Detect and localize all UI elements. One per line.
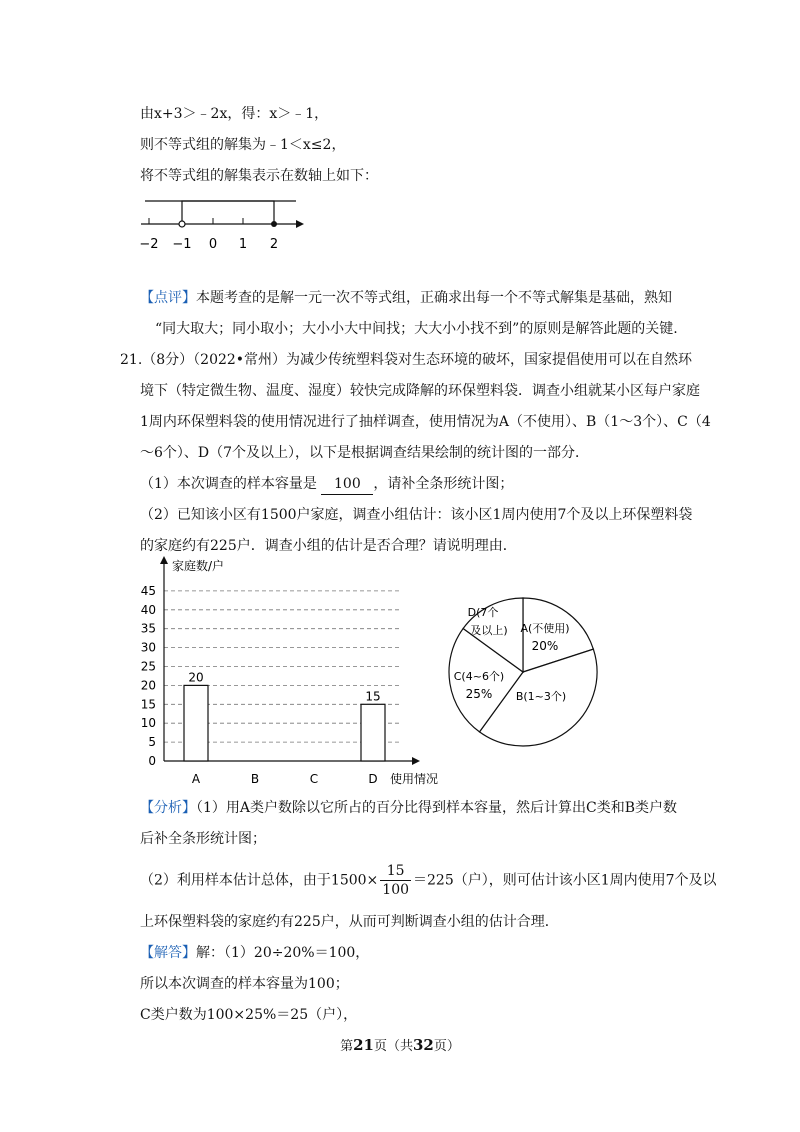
question-part-2-line-1: （2）已知该小区有1500户家庭，调查小组估计：该小区1周内使用7个及以上环保塑料袋 — [140, 507, 693, 523]
comment-text-1: 本题考查的是解一元一次不等式组，正确求出每一个不等式解集是基础，熟知 — [196, 290, 672, 306]
analysis-line-3 — [140, 862, 717, 899]
data-label: 15 — [365, 689, 381, 704]
slice-label: B(1~3个) — [515, 690, 567, 703]
y-tick-label: 25 — [140, 659, 156, 674]
slice-label: 及以上) — [470, 624, 508, 637]
answer-text-1: 解：（1）20÷20%＝100， — [196, 945, 370, 961]
question-line-3: 1周内环保塑料袋的使用情况进行了抽样调查，使用情况为A（不使用）、B（1～3个）、C（4 — [140, 414, 711, 430]
analysis-line-2: 后补全条形统计图； — [140, 831, 266, 847]
solution-line-3: 将不等式组的解集表示在数轴上如下： — [140, 168, 378, 184]
y-tick-label: 10 — [140, 716, 156, 731]
question-number: 21. — [120, 352, 143, 368]
analysis-line-4: 上环保塑料袋的家庭约有225户，从而可判断调查小组的估计合理． — [140, 914, 559, 930]
analysis-line3-suffix: ＝225（户），则可估计该小区1周内使用7个及以 — [413, 872, 717, 889]
slice-percent: 25% — [465, 687, 493, 701]
x-axis-arrow-icon — [412, 757, 420, 765]
category-label: B — [250, 772, 260, 786]
part1-prefix: （1）本次调查的样本容量是 — [140, 476, 317, 492]
part1-suffix: ，请补全条形统计图； — [373, 476, 514, 492]
tick-label: 2 — [269, 237, 279, 252]
footer-middle: 页（共 — [373, 1039, 413, 1054]
answer-tag: 【解答】 — [140, 945, 196, 961]
part1-answer: 100 — [321, 474, 373, 495]
tick-label: −1 — [172, 237, 192, 252]
y-tick-label: 0 — [148, 754, 156, 768]
tick-label: 0 — [208, 237, 218, 252]
bar-chart — [140, 558, 439, 786]
footer-prefix: 第 — [340, 1039, 354, 1054]
footer-suffix: 页） — [433, 1039, 460, 1054]
number-line-figure — [136, 188, 306, 258]
comment-tag: 【点评】 — [140, 290, 196, 306]
footer-total-pages: 32 — [413, 1036, 434, 1054]
answer-line-2: 所以本次调查的样本容量为100； — [140, 976, 349, 992]
open-point — [179, 221, 185, 227]
slice-label: D(7个 — [467, 606, 499, 619]
axis-arrow-icon — [296, 220, 304, 228]
footer-page-number: 21 — [353, 1036, 374, 1054]
bar — [184, 685, 208, 761]
question-line-1 — [120, 350, 692, 370]
pie-chart — [445, 590, 605, 760]
fraction-numerator: 15 — [380, 862, 411, 881]
bar — [361, 704, 385, 761]
y-tick-label: 20 — [140, 678, 156, 693]
analysis-text-1: （1）用A类户数除以它所占的百分比得到样本容量，然后计算出C类和B类户数 — [196, 800, 678, 816]
category-label: A — [191, 772, 201, 786]
y-tick-label: 5 — [148, 735, 156, 750]
slice-percent: 20% — [531, 639, 559, 653]
analysis-line3-prefix: （2）利用样本估计总体，由于1500× — [140, 872, 379, 889]
y-axis-arrow-icon — [160, 556, 168, 564]
fraction — [380, 862, 411, 899]
bracket-right — [182, 201, 296, 224]
page-footer — [0, 1035, 800, 1054]
closed-point — [271, 221, 277, 227]
tick-label: −2 — [139, 237, 159, 252]
fraction-denominator: 100 — [382, 882, 410, 898]
bracket-left — [145, 201, 274, 224]
solution-line-2: 则不等式组的解集为﹣1＜x≤2， — [140, 137, 346, 153]
category-label: C — [309, 772, 319, 786]
y-axis-label: 家庭数/户 — [172, 559, 225, 573]
slice-label: A(不使用) — [520, 622, 570, 635]
y-tick-label: 45 — [140, 583, 156, 598]
category-label: D — [368, 772, 378, 786]
y-tick-label: 30 — [140, 640, 156, 655]
question-line-4: ～6个）、D（7个及以上），以下是根据调查结果绘制的统计图的一部分． — [140, 445, 590, 461]
data-label: 20 — [188, 670, 204, 685]
y-tick-label: 15 — [140, 697, 156, 712]
question-part-2-line-2: 的家庭约有225户．调查小组的估计是否合理？请说明理由． — [140, 538, 517, 554]
question-line-2: 境下（特定微生物、温度、湿度）较快完成降解的环保塑料袋．调查小组就某小区每户家庭 — [140, 383, 700, 399]
question-text-1: （8分）（2022•常州）为减少传统塑料袋对生态环境的破坏，国家提倡使用可以在自然环 — [142, 352, 693, 368]
comment-line-1 — [140, 288, 672, 308]
slice-label: C(4~6个) — [453, 670, 505, 683]
comment-line-2: “同大取大；同小取小；大小小大中间找；大大小小找不到”的原则是解答此题的关键. — [155, 321, 678, 337]
y-tick-label: 35 — [140, 621, 156, 636]
analysis-tag: 【分析】 — [140, 800, 196, 816]
tick-label: 1 — [238, 237, 248, 252]
answer-line-1 — [140, 943, 369, 963]
analysis-line-1 — [140, 798, 677, 818]
x-axis-label: 使用情况 — [390, 772, 439, 786]
solution-line-1: 由x+3＞﹣2x，得：x＞﹣1， — [140, 106, 329, 122]
question-part-1 — [140, 474, 513, 495]
y-tick-label: 40 — [140, 602, 156, 617]
answer-line-3: C类户数为100×25%＝25（户）， — [140, 1007, 358, 1023]
